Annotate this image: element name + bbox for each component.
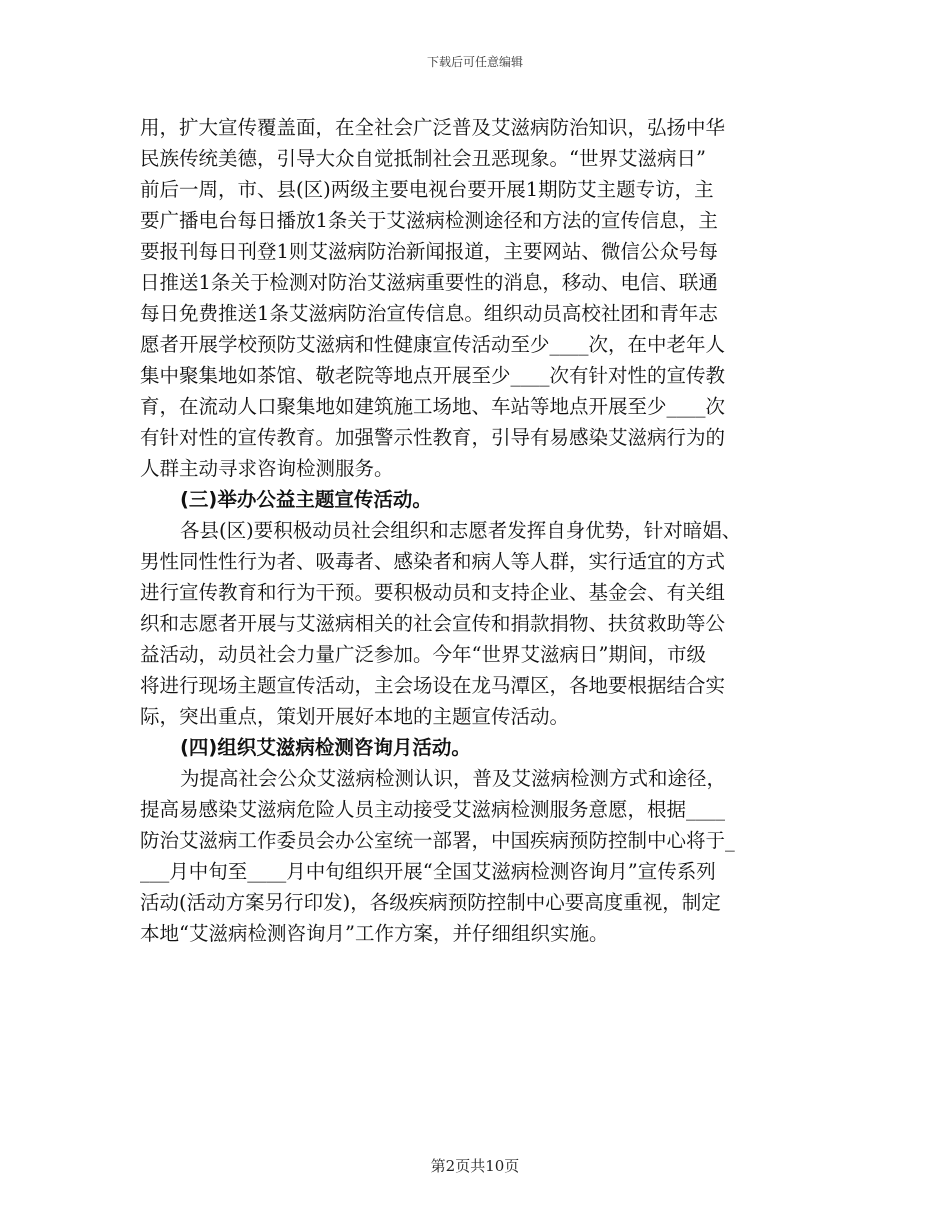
body-line: 要广播电台每日播放1条关于艾滋病检测途径和方法的宣传信息，主 bbox=[140, 209, 718, 232]
body-line: 为提高社会公众艾滋病检测认识，普及艾滋病检测方式和途径， bbox=[180, 767, 727, 790]
body-line: 有针对性的宣传教育。加强警示性教育，引导有易感染艾滋病行为的 bbox=[140, 426, 726, 449]
body-line: 活动(活动方案另行印发)，各级疾病预防控制中心要高度重视，制定 bbox=[140, 891, 721, 914]
page-number: 第2页共10页 bbox=[430, 1157, 520, 1175]
body-line: 益活动，动员社会力量广泛参加。今年“世界艾滋病日”期间，市级 bbox=[140, 643, 706, 666]
body-line: 本地“艾滋病检测咨询月”工作方案，并仔细组织实施。 bbox=[140, 922, 609, 945]
body-line: 前后一周，市、县(区)两级主要电视台要开展1期防艾主题专访，主 bbox=[140, 178, 714, 201]
body-line: 各县(区)要积极动员社会组织和志愿者发挥自身优势，针对暗娼、 bbox=[180, 519, 742, 542]
page-header: 下载后可任意编辑 bbox=[426, 55, 523, 69]
section-heading-4: (四)组织艾滋病检测咨询月活动。 bbox=[180, 736, 471, 759]
section-heading-3: (三)举办公益主题宣传活动。 bbox=[180, 488, 432, 511]
body-line: 每日免费推送1条艾滋病防治宣传信息。组织动员高校社团和青年志 bbox=[140, 302, 718, 325]
body-line: 集中聚集地如茶馆、敬老院等地点开展至少____次有针对性的宣传教 bbox=[140, 364, 726, 387]
body-line: 际，突出重点，策划开展好本地的主题宣传活动。 bbox=[140, 705, 570, 728]
body-line: 男性同性性行为者、吸毒者、感染者和病人等人群，实行适宜的方式 bbox=[140, 550, 726, 573]
document-body bbox=[140, 112, 820, 949]
body-line: 要报刊每日刊登1则艾滋病防治新闻报道，主要网站、微信公众号每 bbox=[140, 240, 718, 263]
body-line: 愿者开展学校预防艾滋病和性健康宣传活动至少____次，在中老年人 bbox=[140, 333, 726, 356]
body-line: 民族传统美德，引导大众自觉抵制社会丑恶现象。“世界艾滋病日” bbox=[140, 147, 706, 170]
body-line: 用，扩大宣传覆盖面，在全社会广泛普及艾滋病防治知识，弘扬中华 bbox=[140, 116, 726, 139]
body-line: 日推送1条关于检测对防治艾滋病重要性的消息，移动、电信、联通 bbox=[140, 271, 718, 294]
body-line: 织和志愿者开展与艾滋病相关的社会宣传和捐款捐物、扶贫救助等公 bbox=[140, 612, 726, 635]
body-line: ___月中旬至____月中旬组织开展“全国艾滋病检测咨询月”宣传系列 bbox=[140, 860, 716, 883]
body-line: 将进行现场主题宣传活动，主会场设在龙马潭区，各地要根据结合实 bbox=[140, 674, 726, 697]
body-line: 育，在流动人口聚集地如建筑施工场地、车站等地点开展至少____次 bbox=[140, 395, 726, 418]
body-line: 人群主动寻求咨询检测服务。 bbox=[140, 457, 394, 480]
body-line: 防治艾滋病工作委员会办公室统一部署，中国疾病预防控制中心将于_ bbox=[140, 829, 735, 852]
body-line: 进行宣传教育和行为干预。要积极动员和支持企业、基金会、有关组 bbox=[140, 581, 726, 604]
body-line: 提高易感染艾滋病危险人员主动接受艾滋病检测服务意愿，根据____ bbox=[140, 798, 726, 821]
